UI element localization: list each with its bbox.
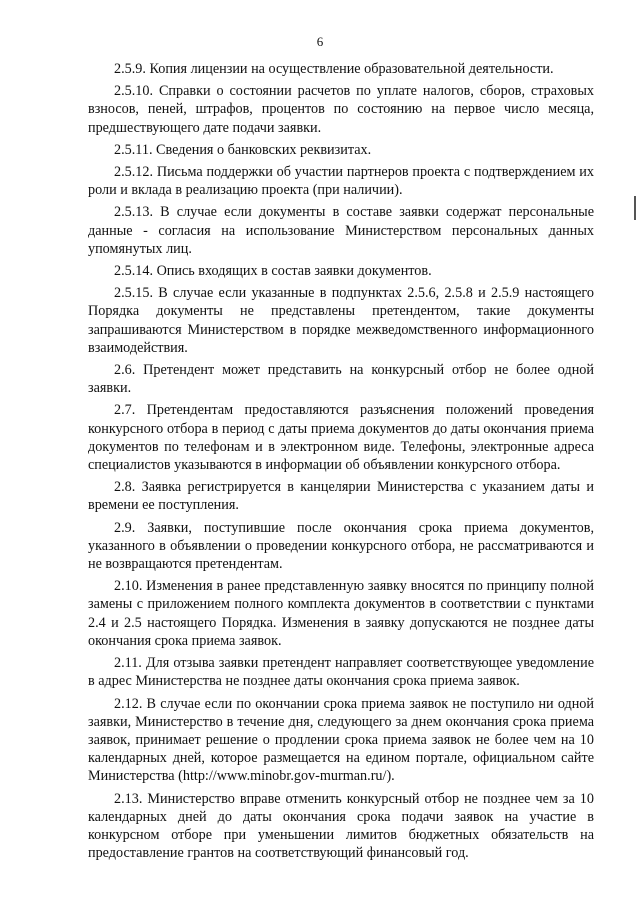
paragraph-2-5-11: 2.5.11. Сведения о банковских реквизитах. [114,141,372,158]
paragraph-2-5-12: 2.5.12. Письма поддержки об участии партнеров проекта с подтверждением их роли и вклада в реализацию проекта (при наличии). [88,164,594,199]
paragraph-2-13: 2.13. Министерство вправе отменить конкурсный отбор не позднее чем за 10 календарных дней до даты окончания срока подачи заявок на участие в конкурсном отборе при уменьшении лимитов бюджетных обязательств на предоставление грантов на соответствующий финансовый год. [88,790,594,862]
paragraph-2-5-15: 2.5.15. В случае если указанные в подпунктах 2.5.6, 2.5.8 и 2.5.9 настоящего Порядка документы не представлены претендентом, такие документы запрашиваются Министерством в порядке межведомственного информационного взаимодействия. [88,285,594,356]
paragraph-2-10: 2.10. Изменения в ранее представленную заявку вносятся по принципу полной замены с приложением полного комплекта документов в соответствии с пунктами 2.4 и 2.5 настоящего Порядка. Изменения в заявку допускаются не позднее даты окончания срока приема заявок. [88,578,594,649]
scan-edge-mark [634,196,636,220]
paragraph-2-8: 2.8. Заявка регистрируется в канцелярии Министерства с указанием даты и времени ее поступления. [88,479,594,514]
paragraph-2-5-14: 2.5.14. Опись входящих в состав заявки документов. [114,263,432,280]
paragraph-2-6: 2.6. Претендент может представить на конкурсный отбор не более одной заявки. [88,362,594,397]
paragraph-2-9: 2.9. Заявки, поступившие после окончания срока приема документов, указанного в объявлении о проведении конкурсного отбора, не рассматриваются и не возвращаются претендентам. [88,519,594,573]
document-body [88,60,594,866]
page-number: 6 [316,34,324,49]
paragraph-2-5-10: 2.5.10. Справки о состоянии расчетов по уплате налогов, сборов, страховых взносов, пеней, штрафов, процентов по состоянию на первое число месяца, предшествующего дате подачи заявки. [88,83,594,136]
paragraph-2-7: 2.7. Претендентам предоставляются разъяснения положений проведения конкурсного отбора в период с даты приема документов до даты окончания приема документов по телефонам и в электронном виде. Телефоны, электронные адреса специалистов указываются в информации об объявлении конкурсного отбора. [88,402,594,474]
paragraph-2-11: 2.11. Для отзыва заявки претендент направляет соответствующее уведомление в адрес Министерства не позднее даты окончания срока приема заявок. [88,655,594,690]
paragraph-2-5-9: 2.5.9. Копия лицензии на осуществление образовательной деятельности. [114,61,554,77]
paragraph-2-12: 2.12. В случае если по окончании срока приема заявок не поступило ни одной заявки, Министерство в течение дня, следующего за днем окончания срока приема заявок, принимает решение о продлении срока приема заявок не более чем на 10 календарных дней, которое размещается на едином портале, официальном сайте Министерства (http://www.minobr.gov-murman.ru/). [88,695,594,785]
paragraph-2-5-13: 2.5.13. В случае если документы в составе заявки содержат персональные данные - согласия на использование Министерством персональных данных упомянутых лиц. [88,204,594,257]
